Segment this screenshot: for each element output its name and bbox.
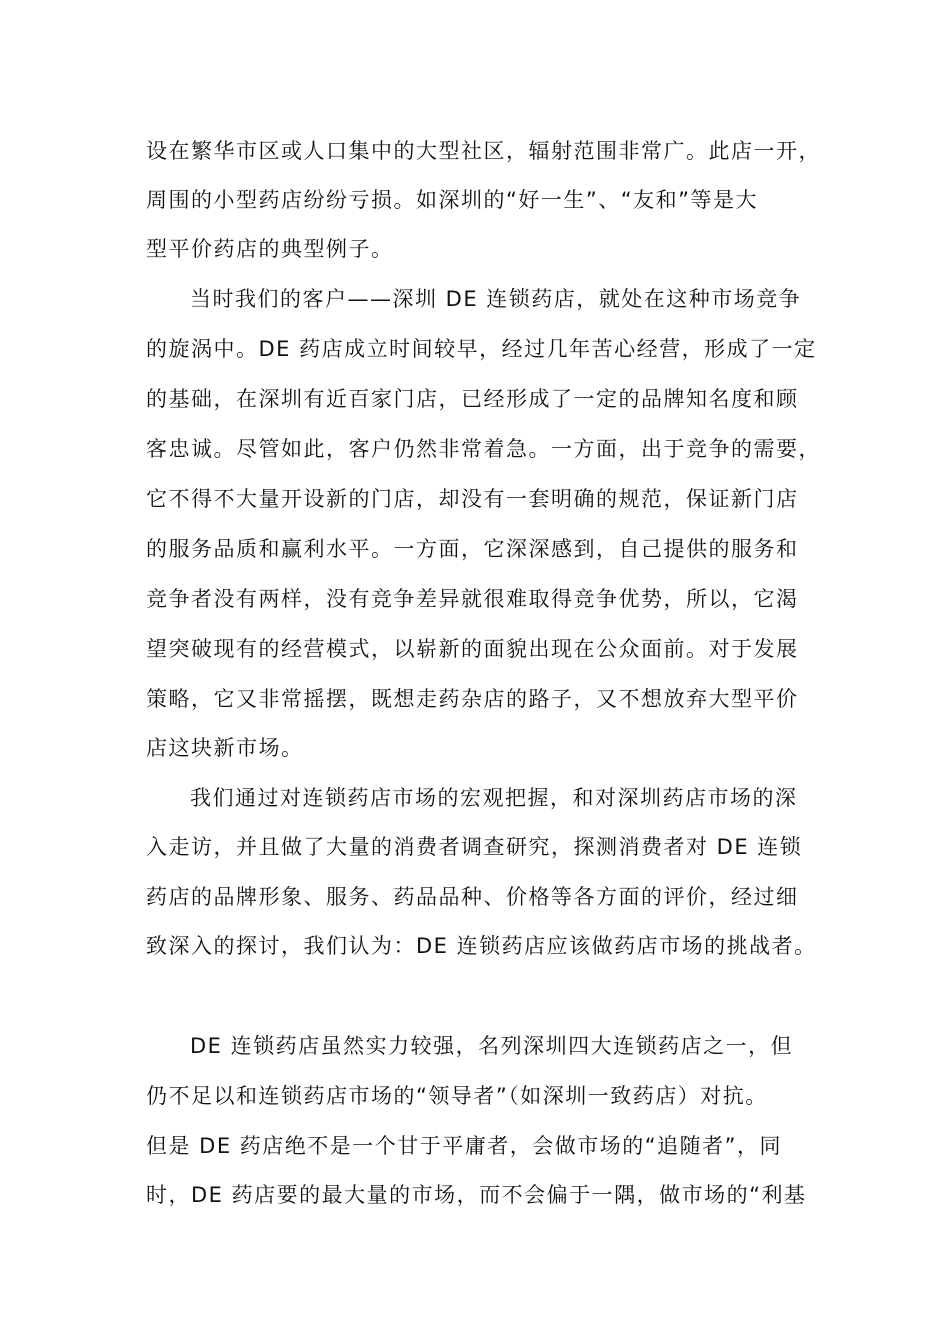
text-line: 竞争者没有两样，没有竞争差异就很难取得竞争优势，所以，它渴 <box>146 587 799 611</box>
text-line: 药店的品牌形象、服务、药品品种、价格等各方面的评价，经过细 <box>146 885 799 909</box>
text-line: 的基础，在深圳有近百家门店，已经形成了一定的品牌知名度和顾 <box>146 387 799 411</box>
text-line: 客忠诚。尽管如此，客户仍然非常着急。一方面，出于竞争的需要， <box>146 437 821 461</box>
text-line: 它不得不大量开设新的门店，却没有一套明确的规范，保证新门店 <box>146 487 799 511</box>
text-line: 时，DE 药店要的最大量的市场，而不会偏于一隅，做市场的“利基 <box>146 1183 807 1207</box>
text-line: 但是 DE 药店绝不是一个甘于平庸者，会做市场的“追随者”，同 <box>146 1134 783 1158</box>
text-line: 当时我们的客户——深圳 DE 连锁药店，就处在这种市场竞争 <box>190 287 802 311</box>
text-line: 入走访，并且做了大量的消费者调查研究，探测消费者对 DE 连锁 <box>146 835 803 859</box>
text-line: 的服务品质和赢利水平。一方面，它深深感到，自己提供的服务和 <box>146 537 799 561</box>
text-line: 周围的小型药店纷纷亏损。如深圳的“好一生”、“友和”等是大 <box>146 188 759 212</box>
text-line: 策略，它又非常摇摆，既想走药杂店的路子，又不想放弃大型平价 <box>146 687 799 711</box>
text-line: 设在繁华市区或人口集中的大型社区，辐射范围非常广。此店一开， <box>146 139 821 163</box>
text-line: 望突破现有的经营模式，以崭新的面貌出现在公众面前。对于发展 <box>146 637 799 661</box>
text-line: 致深入的探讨，我们认为：DE 连锁药店应该做药店市场的挑战者。 <box>146 934 817 958</box>
text-line: 的旋涡中。DE 药店成立时间较早，经过几年苦心经营，形成了一定 <box>146 337 817 361</box>
text-line: 店这块新市场。 <box>146 736 304 760</box>
text-line: DE 连锁药店虽然实力较强，名列深圳四大连锁药店之一，但 <box>190 1034 794 1058</box>
text-line: 我们通过对连锁药店市场的宏观把握，和对深圳药店市场的深 <box>190 786 798 810</box>
text-line: 型平价药店的典型例子。 <box>146 237 394 261</box>
text-line: 仍不足以和连锁药店市场的“领导者”（如深圳一致药店）对抗。 <box>146 1084 768 1108</box>
